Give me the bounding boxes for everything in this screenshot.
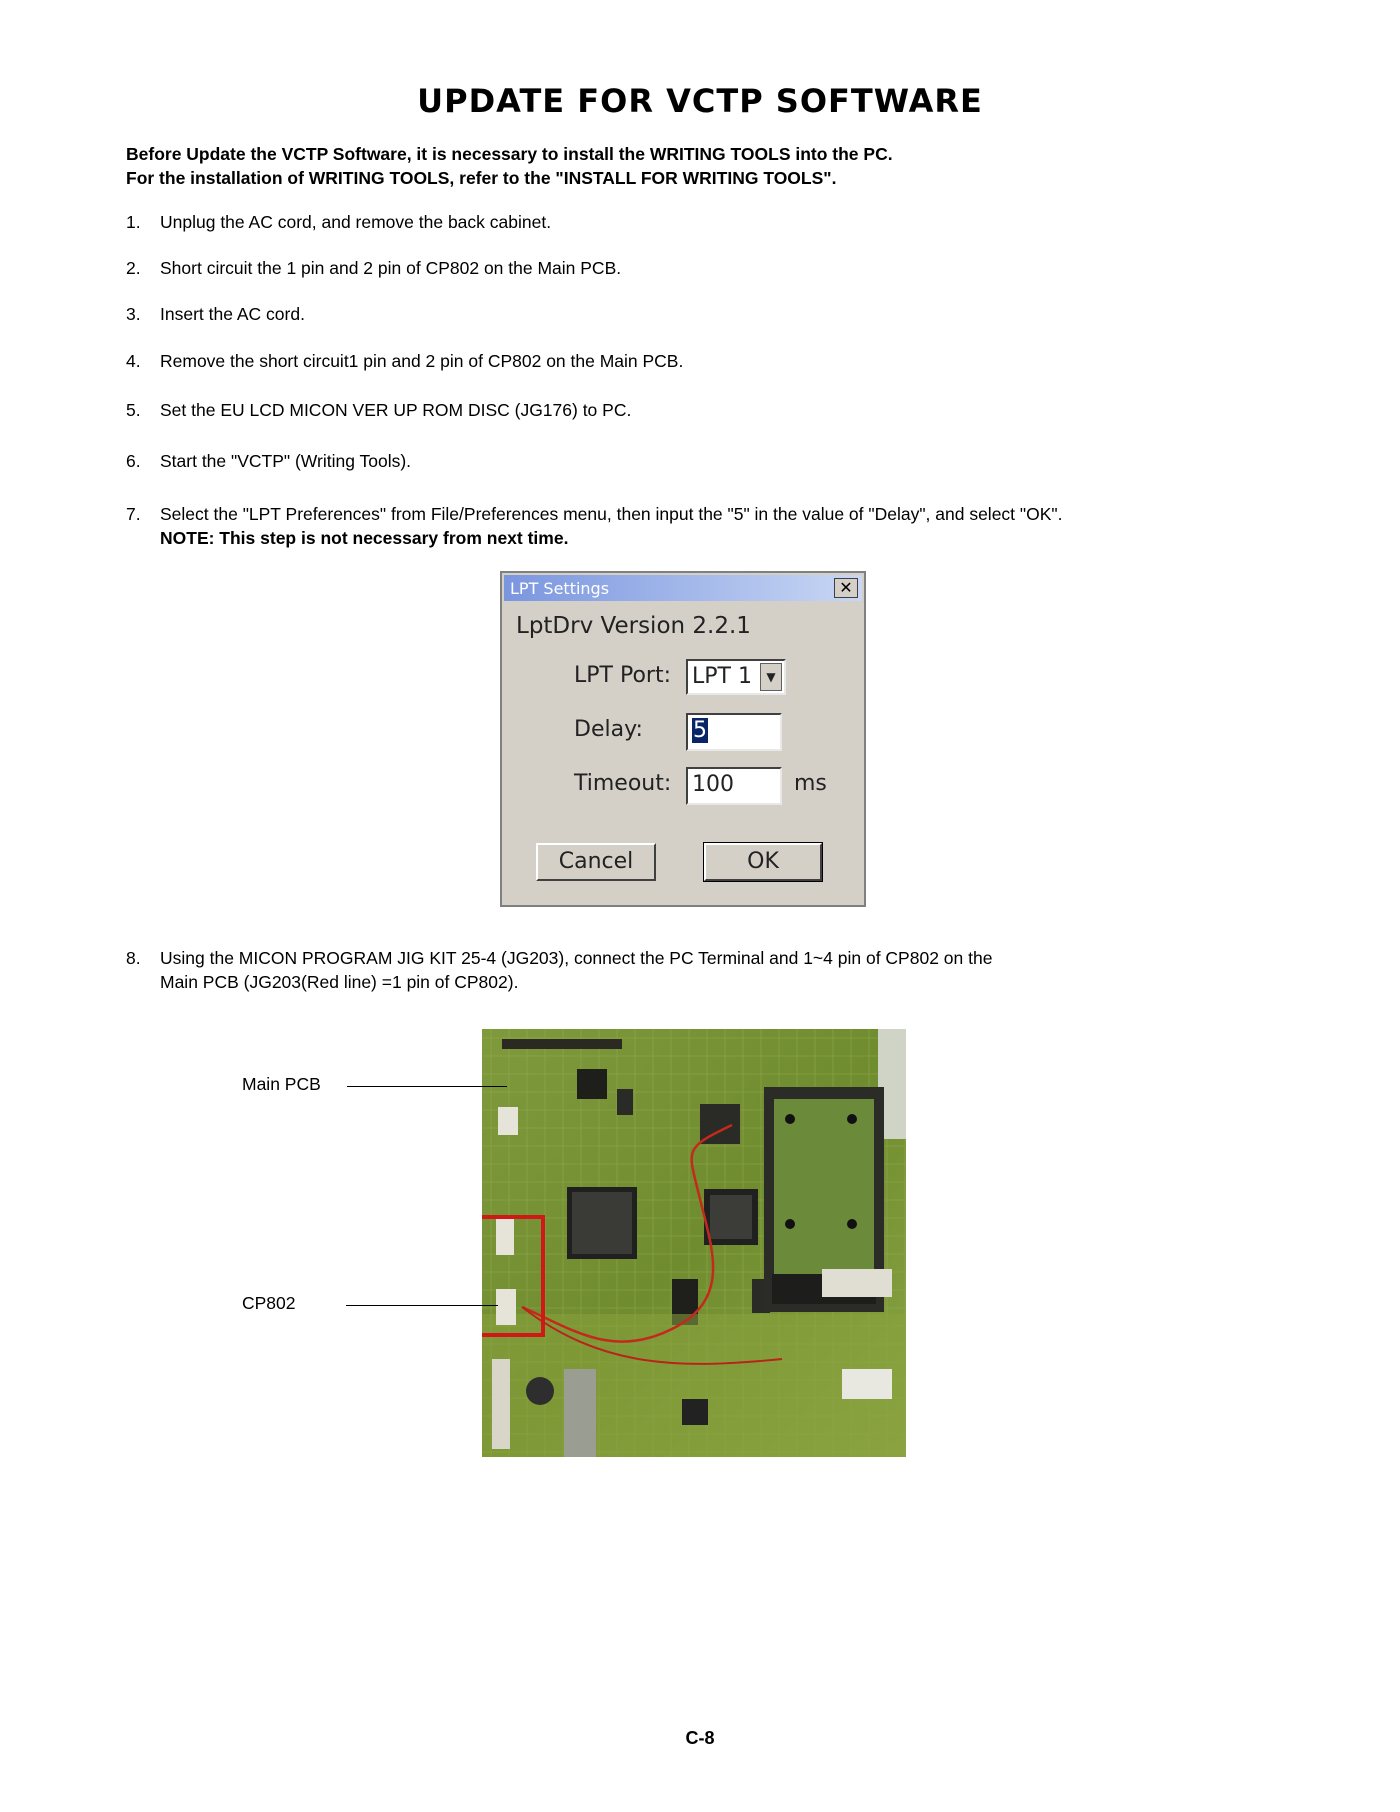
main-pcb-label: Main PCB [242,1074,321,1094]
main-pcb-photo [482,1029,906,1457]
step-number: 2. [126,258,141,278]
dialog-title: LPT Settings [510,579,610,598]
step-text-continued: Main PCB (JG203(Red line) =1 pin of CP802). [160,972,519,992]
step-text: Short circuit the 1 pin and 2 pin of CP802 on the Main PCB. [160,258,622,278]
timeout-input[interactable] [686,767,782,805]
step-text: Unplug the AC cord, and remove the back cabinet. [160,212,552,232]
step-number: 8. [126,948,141,968]
step-text-block [160,946,1260,994]
lpt-port-select[interactable] [686,659,786,695]
intro-text [126,142,893,190]
ok-button[interactable]: OK [704,843,822,881]
step-text: Select the "LPT Preferences" from File/Preferences menu, then input the "5" in the value of "Delay", and select "OK". [160,504,1063,524]
driver-version: LptDrv Version 2.2.1 [516,613,751,639]
lpt-port-label: LPT Port: [574,663,671,688]
step-text: Using the MICON PROGRAM JIG KIT 25-4 (JG203), connect the PC Terminal and 1~4 pin of CP802 on the [160,948,993,968]
step-note: NOTE: This step is not necessary from next time. [160,528,569,548]
cancel-button[interactable]: Cancel [536,843,656,881]
step-number: 4. [126,351,141,371]
cp802-leader-line [346,1305,498,1306]
step-text: Set the EU LCD MICON VER UP ROM DISC (JG176) to PC. [160,400,632,420]
step-number: 5. [126,400,141,420]
step-text-block [160,502,1260,550]
intro-line-2: For the installation of WRITING TOOLS, refer to the "INSTALL FOR WRITING TOOLS". [126,168,837,188]
page-title: UPDATE FOR VCTP SOFTWARE [417,82,983,120]
chevron-down-icon[interactable]: ▼ [760,663,782,691]
timeout-label: Timeout: [574,771,672,796]
step-text: Insert the AC cord. [160,304,305,324]
step-text: Remove the short circuit1 pin and 2 pin of CP802 on the Main PCB. [160,351,684,371]
dialog-titlebar [504,575,862,601]
lpt-port-value: LPT 1 [692,664,752,689]
cp802-label: CP802 [242,1293,296,1313]
step-text: Start the "VCTP" (Writing Tools). [160,451,412,471]
lpt-settings-dialog [500,571,866,907]
timeout-unit: ms [794,771,827,796]
delay-value: 5 [693,718,707,743]
step-number: 6. [126,451,141,471]
step-number: 7. [126,504,141,524]
intro-line-1: Before Update the VCTP Software, it is necessary to install the WRITING TOOLS into the PC. [126,144,893,164]
close-icon[interactable]: ✕ [834,578,858,598]
timeout-value: 100 [692,772,734,797]
page-number: C-8 [685,1728,715,1748]
step-number: 1. [126,212,141,232]
main-pcb-leader-line [347,1086,507,1087]
step-number: 3. [126,304,141,324]
delay-label: Delay: [574,717,643,742]
delay-input[interactable] [686,713,782,751]
